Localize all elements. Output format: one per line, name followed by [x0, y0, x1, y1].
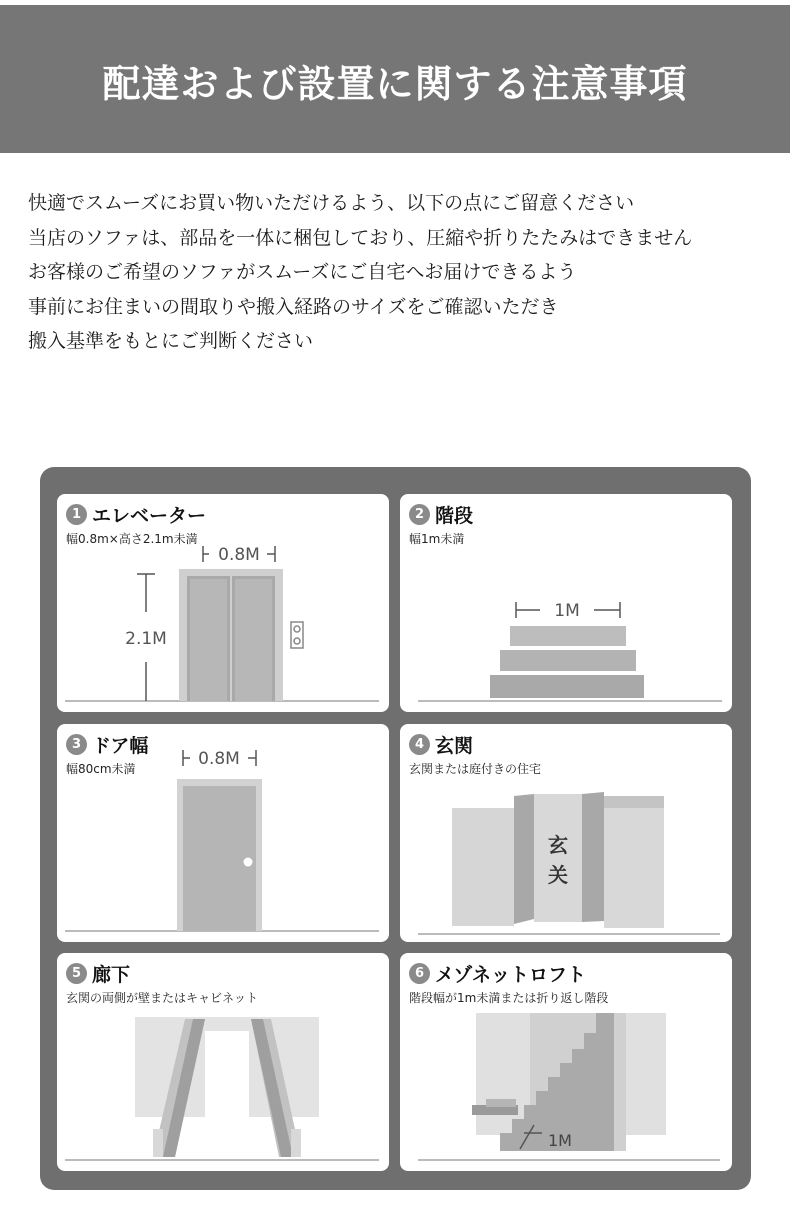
- number-badge-icon: 1: [66, 504, 87, 525]
- card-hallway: [57, 953, 389, 1171]
- card-subtitle: 階段幅が1m未満または折り返し階段: [409, 991, 609, 1005]
- card-header: [66, 731, 148, 758]
- number-badge-icon: 6: [409, 963, 430, 984]
- intro-line: 搬入基準をもとにご判断ください: [28, 330, 314, 353]
- card-title: エレベーター: [92, 505, 207, 527]
- number-badge-icon: 3: [66, 734, 87, 755]
- card-door: [57, 724, 389, 942]
- stairs-width-label: 1M: [554, 601, 580, 621]
- card-title: メゾネットロフト: [435, 964, 587, 986]
- delivery-criteria-panel: [40, 467, 751, 1190]
- card-title: 廊下: [92, 964, 131, 986]
- card-entrance: [400, 724, 732, 942]
- card-subtitle: 幅1m未満: [409, 532, 465, 546]
- card-title: 玄関: [435, 735, 474, 757]
- card-header: [66, 960, 130, 987]
- card-header: [409, 501, 473, 528]
- card-subtitle: 玄関の両側が壁またはキャビネット: [66, 991, 259, 1005]
- number-badge-icon: 4: [409, 734, 430, 755]
- intro-line: お客様のご希望のソファがスムーズにご自宅へお届けできるよう: [28, 261, 577, 284]
- card-title: 階段: [435, 505, 474, 527]
- card-subtitle: 玄関または庭付きの住宅: [409, 762, 542, 776]
- loft-width-label: 1M: [548, 1131, 572, 1150]
- card-elevator: [57, 494, 389, 712]
- elevator-height-label: 2.1M: [125, 629, 167, 649]
- entrance-sign-bottom: 关: [548, 863, 568, 887]
- card-subtitle: 幅0.8m×高さ2.1m未満: [66, 532, 198, 546]
- number-badge-icon: 2: [409, 504, 430, 525]
- intro-line: 事前にお住まいの間取りや搬入経路のサイズをご確認いただき: [28, 295, 559, 318]
- card-title: ドア幅: [92, 735, 149, 757]
- card-header: [66, 501, 206, 528]
- intro-text: [28, 186, 692, 359]
- card-subtitle: 幅80cm未満: [66, 762, 136, 776]
- card-header: [409, 731, 473, 758]
- intro-line: 快適でスムーズにお買い物いただけるよう、以下の点にご留意ください: [28, 192, 635, 214]
- header-banner: [0, 5, 790, 153]
- intro-line: 当店のソファは、部品を一体に梱包しており、圧縮や折りたたみはできません: [28, 226, 693, 249]
- card-header: [409, 960, 586, 987]
- card-stairs: [400, 494, 732, 712]
- door-width-label: 0.8M: [198, 749, 240, 769]
- page-title: 配達および設置に関する注意事項: [102, 62, 688, 106]
- card-maisonette-loft: [400, 953, 732, 1171]
- elevator-width-label: 0.8M: [218, 545, 260, 565]
- number-badge-icon: 5: [66, 963, 87, 984]
- entrance-sign-top: 玄: [548, 833, 568, 857]
